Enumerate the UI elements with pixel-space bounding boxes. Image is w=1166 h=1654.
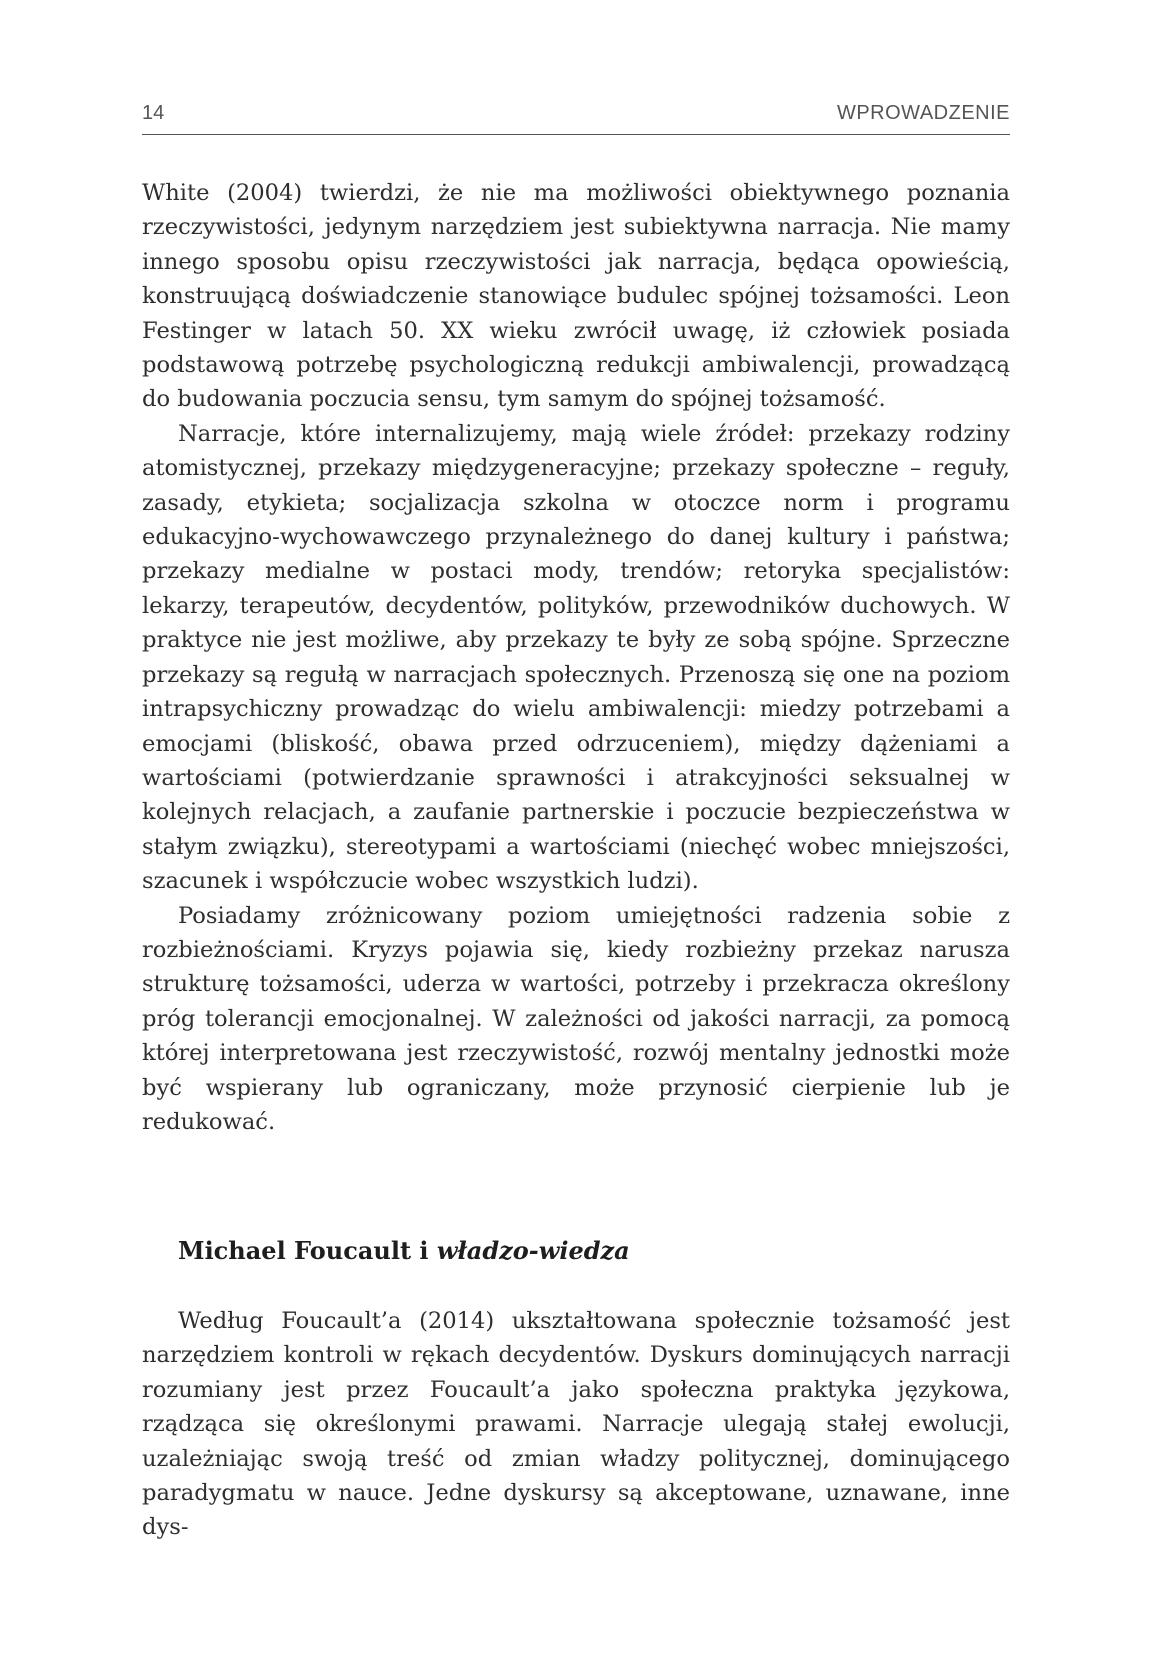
section-heading-italic: władzo-wiedza xyxy=(436,1236,630,1265)
running-head: WPROWADZENIE xyxy=(836,102,1010,124)
body-text xyxy=(142,176,1010,1139)
paragraph-2: Narracje, które internalizujemy, mają wiele źródeł: przekazy rodziny atomistycznej, przekazy międzygeneracyjne; przekazy społeczne – reguły, zasady, etykieta; socjalizacja szkolna w otoczce norm i programu edukacyjno-wychowawczego przynależnego do danej kultury i państwa; przekazy medialne w postaci mody, trendów; retoryka specjalistów: lekarzy, terapeutów, decydentów, polityków, przewodników duchowych. W praktyce nie jest możliwe, aby przekazy te były ze sobą spójne. Sprzeczne przekazy są regułą w narracjach społecznych. Przenoszą się one na poziom intrapsychiczny prowadząc do wielu ambiwalencji: miedzy potrzebami a emocjami (bliskość, obawa przed odrzuceniem), między dążeniami a wartościami (potwierdzanie sprawności i atrakcyjności seksualnej w kolejnych relacjach, a zaufanie partnerskie i poczucie bezpieczeństwa w stałym związku), stereotypami a wartościami (niechęć wobec mniejszości, szacunek i współczucie wobec wszystkich ludzi). xyxy=(142,420,1010,895)
page-number: 14 xyxy=(142,102,165,124)
paragraph-3: Posiadamy zróżnicowany poziom umiejętności radzenia sobie z rozbieżnościami. Kryzys pojawia się, kiedy rozbieżny przekaz narusza strukturę tożsamości, uderza w wartości, potrzeby i przekracza określony próg tolerancji emocjonalnej. W zależności od jakości narracji, za pomocą której interpretowana jest rzeczywistość, rozwój mentalny jednostki może być wspierany lub ograniczany, może przynosić cierpienie lub je redukować. xyxy=(142,902,1010,1135)
section-body xyxy=(142,1304,1010,1545)
section-heading-plain: Michael Foucault i xyxy=(178,1236,437,1265)
page-header xyxy=(142,96,1010,135)
section-heading xyxy=(178,1236,1010,1265)
paragraph-1: White (2004) twierdzi, że nie ma możliwości obiektywnego poznania rzeczywistości, jedynym narzędziem jest subiektywna narracja. Nie mamy innego sposobu opisu rzeczywistości jak narracja, będąca opowieścią, konstruującą doświadczenie stanowiące budulec spójnej tożsamości. Leon Festinger w latach 50. XX wieku zwrócił uwagę, iż człowiek posiada podstawową potrzebę psychologiczną redukcji ambiwalencji, prowadzącą do budowania poczucia sensu, tym samym do spójnej tożsamość. xyxy=(142,180,1010,413)
section-paragraph-1: Według Foucault’a (2014) ukształtowana społecznie tożsamość jest narzędziem kontroli w rękach decydentów. Dyskurs dominujących narracji rozumiany jest przez Foucault’a jako społeczna praktyka językowa, rządząca się określonymi prawami. Narracje ulegają stałej ewolucji, uzależniając swoją treść od zmian władzy politycznej, dominującego paradygmatu w nauce. Jedne dyskursy są akceptowane, uznawane, inne dys- xyxy=(142,1308,1010,1541)
